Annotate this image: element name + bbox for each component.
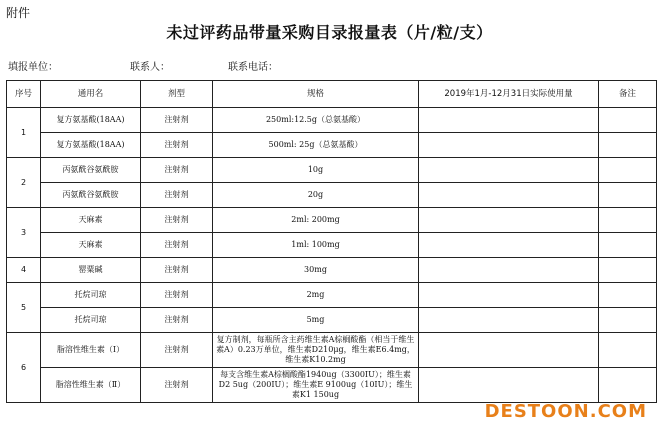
usage-cell[interactable] (419, 108, 599, 133)
drug-name: 天麻素 (41, 233, 141, 258)
header-name: 通用名 (41, 81, 141, 108)
drug-name: 丙氨酰谷氨酰胺 (41, 158, 141, 183)
table-row (7, 183, 657, 208)
remark-cell[interactable] (599, 183, 657, 208)
usage-cell[interactable] (419, 208, 599, 233)
drug-name: 天麻素 (41, 208, 141, 233)
dosage-form: 注射剂 (141, 208, 213, 233)
table-row (7, 258, 657, 283)
report-table (6, 80, 657, 403)
dosage-form: 注射剂 (141, 108, 213, 133)
attachment-label: 附件 (6, 6, 31, 20)
table-row (7, 233, 657, 258)
remark-cell[interactable] (599, 133, 657, 158)
row-number: 2 (7, 158, 41, 208)
specification: 2ml: 200mg (213, 208, 419, 233)
header-spec: 规格 (213, 81, 419, 108)
specification: 20g (213, 183, 419, 208)
specification: 30mg (213, 258, 419, 283)
remark-cell[interactable] (599, 308, 657, 333)
specification: 10g (213, 158, 419, 183)
table-row (7, 368, 657, 403)
specification: 5mg (213, 308, 419, 333)
row-number: 6 (7, 333, 41, 403)
drug-name: 复方氨基酸(18AA) (41, 108, 141, 133)
dosage-form: 注射剂 (141, 258, 213, 283)
unit-label: 填报单位： (8, 62, 58, 73)
row-number: 3 (7, 208, 41, 258)
usage-cell[interactable] (419, 183, 599, 208)
dosage-form: 注射剂 (141, 233, 213, 258)
dosage-form: 注射剂 (141, 158, 213, 183)
dosage-form: 注射剂 (141, 283, 213, 308)
specification: 复方制剂，每瓶所含主药维生素A棕榈酸酯（相当于维生素A）0.23万单位，维生素D210μg，维生素E6.4mg，维生素K10.2mg (213, 333, 419, 368)
drug-name: 丙氨酰谷氨酰胺 (41, 183, 141, 208)
remark-cell[interactable] (599, 233, 657, 258)
specification: 2mg (213, 283, 419, 308)
header-form: 剂型 (141, 81, 213, 108)
remark-cell[interactable] (599, 333, 657, 368)
specification: 500ml: 25g（总氨基酸） (213, 133, 419, 158)
row-number: 4 (7, 258, 41, 283)
usage-cell[interactable] (419, 368, 599, 403)
specification: 每支含维生素A棕榈酸酯1940ug（3300IU）；维生素D2 5ug（200IU）；维生素E 9100ug（10IU）；维生素K1 150ug (213, 368, 419, 403)
header-no: 序号 (7, 81, 41, 108)
remark-cell[interactable] (599, 368, 657, 403)
usage-cell[interactable] (419, 158, 599, 183)
header-remark: 备注 (599, 81, 657, 108)
table-row (7, 108, 657, 133)
contact-label: 联系人： (130, 62, 170, 73)
usage-cell[interactable] (419, 308, 599, 333)
dosage-form: 注射剂 (141, 368, 213, 403)
usage-cell[interactable] (419, 283, 599, 308)
dosage-form: 注射剂 (141, 183, 213, 208)
drug-name: 罂粟碱 (41, 258, 141, 283)
drug-name: 脂溶性维生素（Ⅱ） (41, 368, 141, 403)
usage-cell[interactable] (419, 258, 599, 283)
drug-name: 脂溶性维生素（Ⅰ） (41, 333, 141, 368)
remark-cell[interactable] (599, 208, 657, 233)
dosage-form: 注射剂 (141, 308, 213, 333)
table-row (7, 158, 657, 183)
table-row (7, 308, 657, 333)
remark-cell[interactable] (599, 258, 657, 283)
row-number: 1 (7, 108, 41, 158)
dosage-form: 注射剂 (141, 133, 213, 158)
usage-cell[interactable] (419, 233, 599, 258)
usage-cell[interactable] (419, 133, 599, 158)
header-usage: 2019年1月-12月31日实际使用量 (419, 81, 599, 108)
row-number: 5 (7, 283, 41, 333)
usage-cell[interactable] (419, 333, 599, 368)
drug-name: 复方氨基酸(18AA) (41, 133, 141, 158)
table-row (7, 333, 657, 368)
remark-cell[interactable] (599, 158, 657, 183)
table-body (7, 108, 657, 403)
table-header-row (7, 81, 657, 108)
table-row (7, 208, 657, 233)
drug-name: 托烷司琼 (41, 308, 141, 333)
drug-name: 托烷司琼 (41, 283, 141, 308)
specification: 250ml:12.5g（总氨基酸） (213, 108, 419, 133)
watermark-logo: DESTOON.COM (484, 401, 647, 422)
phone-label: 联系电话： (228, 62, 278, 73)
remark-cell[interactable] (599, 283, 657, 308)
table-row (7, 133, 657, 158)
table-row (7, 283, 657, 308)
specification: 1ml: 100mg (213, 233, 419, 258)
page-title: 未过评药品带量采购目录报量表（片/粒/支） (166, 23, 493, 42)
dosage-form: 注射剂 (141, 333, 213, 368)
remark-cell[interactable] (599, 108, 657, 133)
